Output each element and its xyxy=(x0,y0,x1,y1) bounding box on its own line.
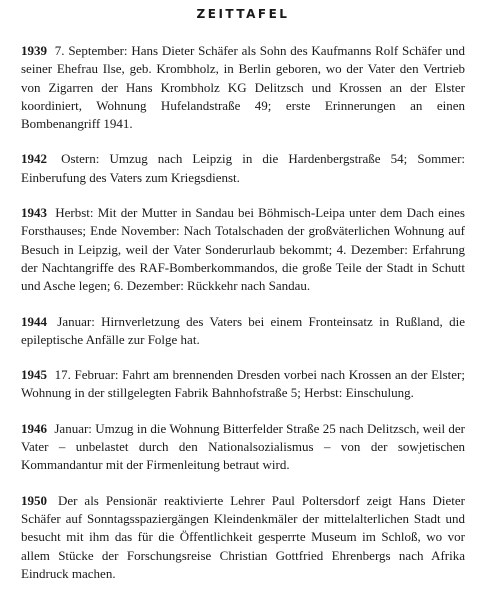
entry-year: 1950 xyxy=(21,492,47,508)
timeline-entry-1950 xyxy=(21,492,465,583)
timeline-entry-1944 xyxy=(21,313,465,350)
entry-year: 1943 xyxy=(21,205,47,221)
entry-text: Der als Pensionär reaktivierte Lehrer Paul Poltersdorf zeigt Hans Dieter Schäfer auf Sonntagsspaziergängen Kleindenkmäler der mittelalterlichen Stadt und besucht mit ihm das für die Öffentlichkeit gesperrte Museum im Schloß, wo vor allem Stücke der Forschungsreise Christian Gottfried Ehrenbergs nach Afrika Eindruck machen. xyxy=(21,492,465,581)
entry-text: 17. Februar: Fahrt am brennenden Dresden vorbei nach Krossen an der Elster; Wohnung in der stillgelegten Fabrik Bahnhofstraße 5; Herbst: Einschulung. xyxy=(21,367,465,401)
entry-text: Januar: Umzug in die Wohnung Bitterfelder Straße 25 nach Delitzsch, weil der Vater – unbelastet durch den Nationalsozialismus – von der sowjetischen Kommandantur mit der Firmenleitung betraut wird. xyxy=(21,420,466,473)
entry-year: 1942 xyxy=(21,151,47,167)
timeline-entry-1943 xyxy=(21,204,465,295)
timeline-entry-1942 xyxy=(21,150,465,187)
document-page xyxy=(21,6,465,600)
timeline-entry-1946 xyxy=(21,420,465,475)
page-title: ZEITTAFEL xyxy=(196,7,290,21)
entry-text: Ostern: Umzug nach Leipzig in die Hardenbergstraße 54; Sommer: Einberufung des Vaters zum Kriegsdienst. xyxy=(21,151,466,185)
entry-year: 1944 xyxy=(21,313,47,329)
entry-year: 1945 xyxy=(21,367,47,383)
entry-year: 1946 xyxy=(21,420,47,436)
entry-text: Januar: Hirnverletzung des Vaters bei einem Fronteinsatz in Rußland, die epileptische Anfälle zur Folge hat. xyxy=(21,313,465,347)
entry-text: Herbst: Mit der Mutter in Sandau bei Böhmisch-Leipa unter dem Dach eines Forsthauses; Ende November: Nach Totalschaden der großväterlichen Wohnung auf Besuch in Leipzig, weil der Vater Sonderurlaub bekommt; 4. Dezember: Erfahrung der Nachtangriffe des RAF-Bomberkommandos, die große Teile der Stadt in Schutt und Asche legen; 6. Dezember: Rückkehr nach Sandau. xyxy=(21,205,465,294)
entry-year: 1939 xyxy=(21,43,47,58)
timeline-entry-1945 xyxy=(21,366,465,403)
timeline-entry-1939 xyxy=(21,42,465,133)
entry-text: 7. September: Hans Dieter Schäfer als Sohn des Kaufmanns Rolf Schäfer und seiner Ehefrau Ilse, geb. Krombholz, in Berlin geboren, wo der Vater den Vertrieb von Zigarren der Hans Krombholz KG Delitzsch und Krossen an der Elster koordiniert, Wohnung Hufelandstraße 49; erste Erinnerungen an einen Bombenangriff 1941. xyxy=(21,43,466,132)
